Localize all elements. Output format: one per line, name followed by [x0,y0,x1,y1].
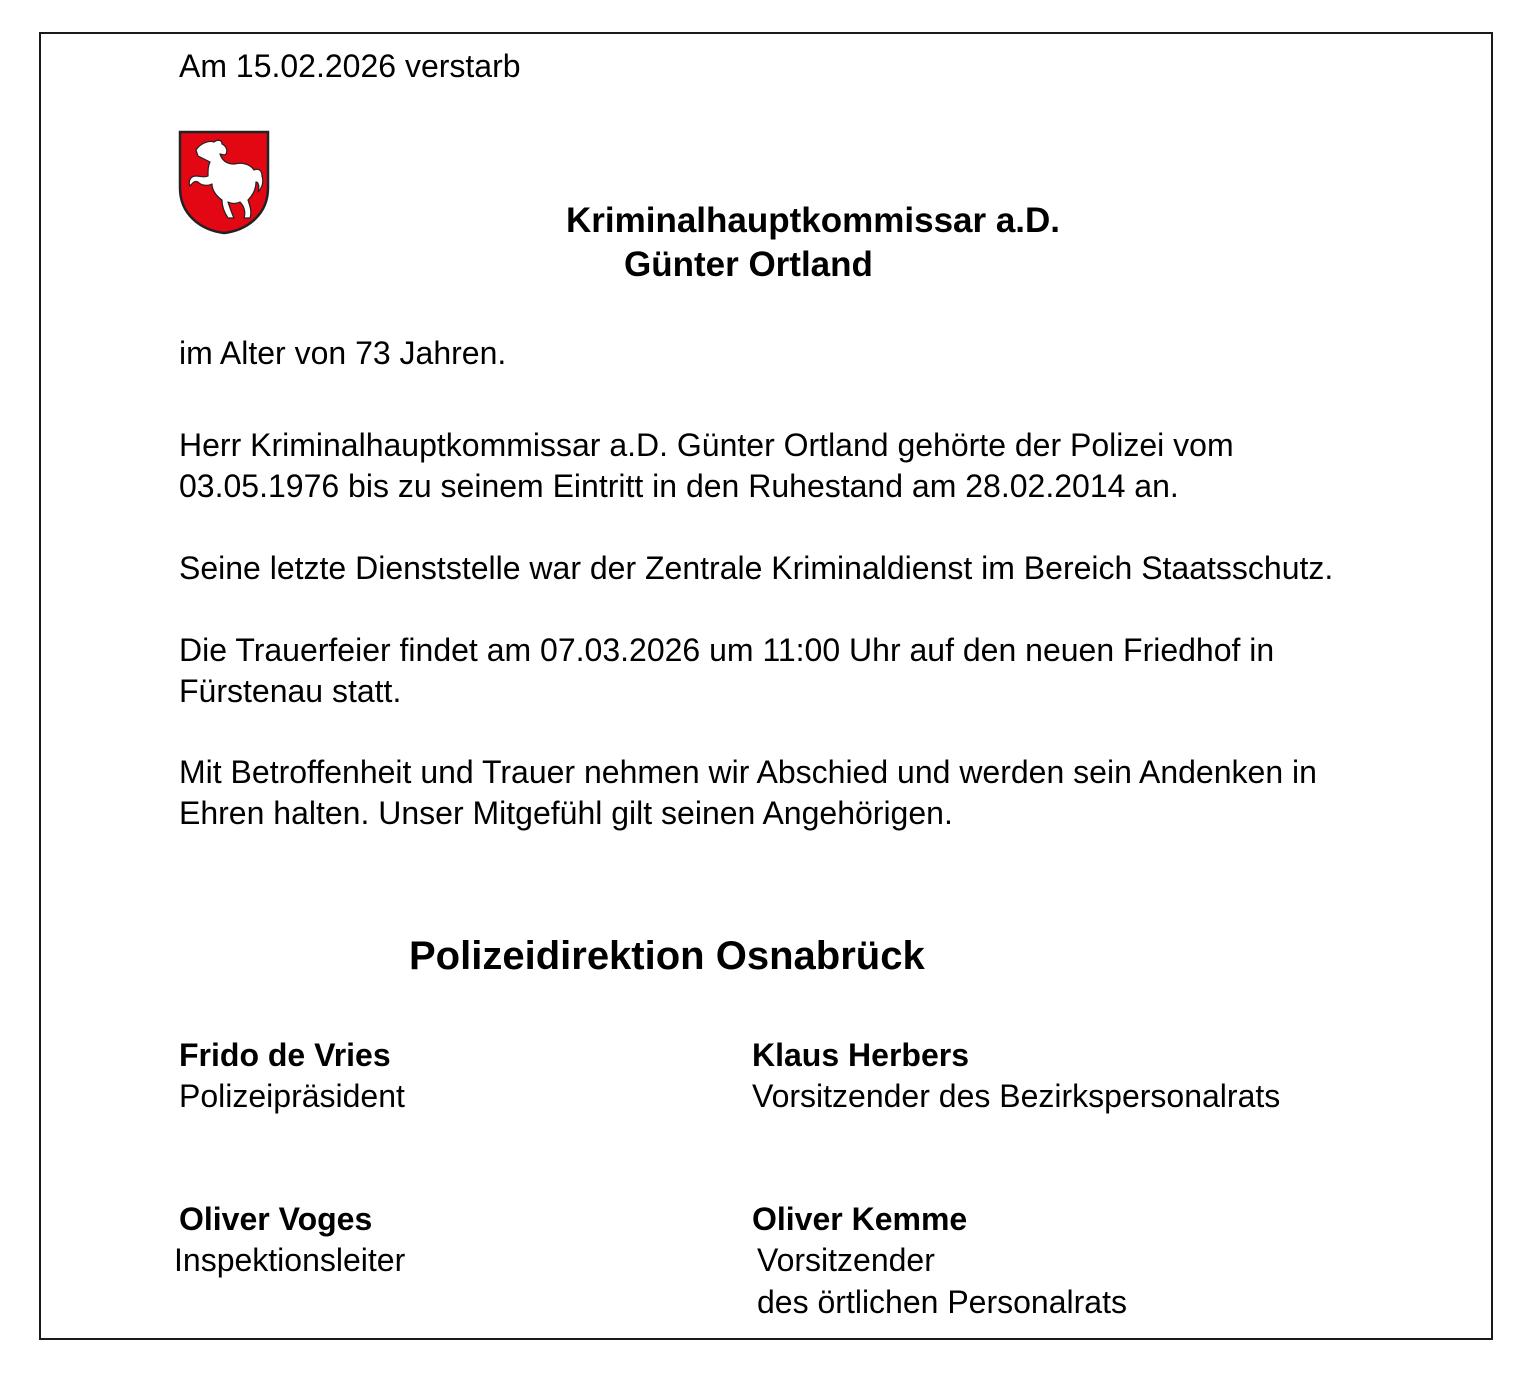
signatory-name: Klaus Herbers [752,1037,969,1073]
signatory-name: Frido de Vries [179,1037,391,1073]
opening-line: Am 15.02.2026 verstarb [179,48,521,84]
signatory-role: Vorsitzender [757,1242,935,1278]
signatory-role: Polizeipräsident [179,1078,405,1114]
deceased-rank-title: Kriminalhauptkommissar a.D. [566,201,1061,240]
signatory-name: Oliver Voges [179,1201,373,1237]
deceased-name: Günter Ortland [624,245,873,284]
lower-saxony-horse-crest-icon [178,130,270,235]
funeral-text-line: Die Trauerfeier findet am 07.03.2026 um 11:00 Uhr auf den neuen Friedhof in [179,632,1275,668]
funeral-text-line: Fürstenau statt. [179,673,402,709]
closing-text-line: Ehren halten. Unser Mitgefühl gilt seinen Angehörigen. [179,795,953,831]
signatory-role: Inspektionsleiter [174,1242,406,1278]
age-line: im Alter von 73 Jahren. [179,335,507,371]
service-text-line: Herr Kriminalhauptkommissar a.D. Günter Ortland gehörte der Polizei vom [179,427,1234,463]
organization-name: Polizeidirektion Osnabrück [409,934,925,978]
signatory-name: Oliver Kemme [752,1201,968,1237]
service-text-line: 03.05.1976 bis zu seinem Eintritt in den Ruhestand am 28.02.2014 an. [179,468,1179,504]
signatory-role: des örtlichen Personalrats [757,1284,1127,1320]
last-post-text: Seine letzte Dienststelle war der Zentrale Kriminaldienst im Bereich Staatsschutz. [179,550,1334,586]
signatory-role: Vorsitzender des Bezirkspersonalrats [752,1078,1281,1114]
closing-text-line: Mit Betroffenheit und Trauer nehmen wir Abschied und werden sein Andenken in [179,754,1317,790]
